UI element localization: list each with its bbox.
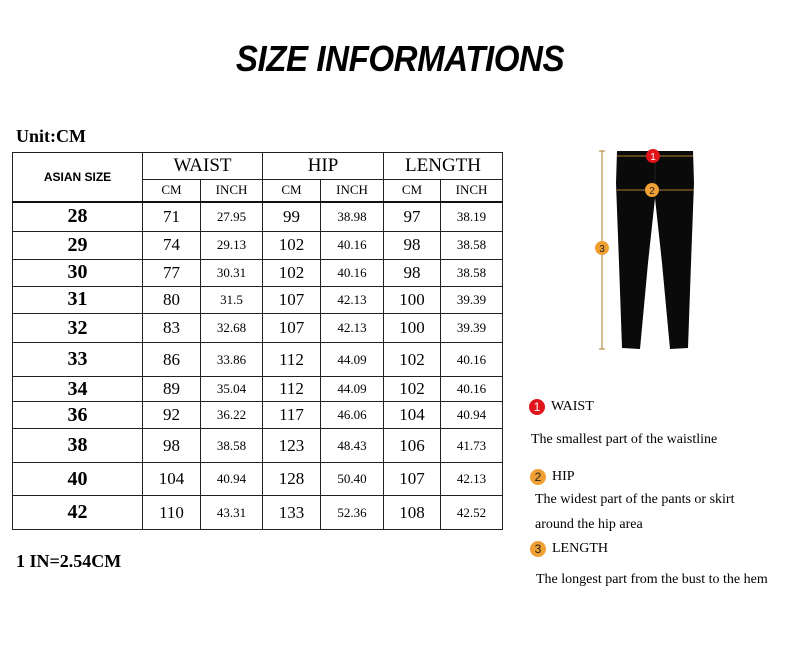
cell-len-in: 39.39 bbox=[441, 314, 503, 343]
cell-len-in: 42.52 bbox=[441, 496, 503, 530]
cell-size: 28 bbox=[13, 202, 143, 232]
cell-len-in: 39.39 bbox=[441, 286, 503, 313]
table-row bbox=[13, 376, 503, 401]
table-row bbox=[13, 462, 503, 496]
cell-waist-cm: 83 bbox=[143, 314, 201, 343]
cell-hip-in: 44.09 bbox=[321, 376, 384, 401]
cell-len-in: 40.16 bbox=[441, 376, 503, 401]
table-row bbox=[13, 259, 503, 286]
cell-waist-cm: 92 bbox=[143, 402, 201, 429]
cell-size: 36 bbox=[13, 402, 143, 429]
cell-hip-in: 42.13 bbox=[321, 286, 384, 313]
cell-size: 38 bbox=[13, 429, 143, 463]
cell-hip-cm: 107 bbox=[263, 286, 321, 313]
cell-len-in: 42.13 bbox=[441, 462, 503, 496]
cell-len-cm: 98 bbox=[384, 259, 441, 286]
subheader-length-cm: CM bbox=[384, 180, 441, 202]
cell-hip-in: 42.13 bbox=[321, 314, 384, 343]
cell-len-cm: 102 bbox=[384, 343, 441, 377]
table-row bbox=[13, 314, 503, 343]
unit-label: Unit:CM bbox=[16, 126, 86, 146]
cell-hip-cm: 112 bbox=[263, 343, 321, 377]
cell-hip-in: 38.98 bbox=[321, 202, 384, 232]
waist-bullet-icon: 1 bbox=[529, 399, 545, 415]
cell-hip-in: 40.16 bbox=[321, 232, 384, 259]
waist-marker-label: 1 bbox=[650, 152, 656, 163]
cell-hip-cm: 128 bbox=[263, 462, 321, 496]
cell-len-cm: 100 bbox=[384, 286, 441, 313]
cell-waist-in: 43.31 bbox=[201, 496, 263, 530]
cell-hip-cm: 102 bbox=[263, 259, 321, 286]
cell-size: 42 bbox=[13, 496, 143, 530]
cell-hip-in: 48.43 bbox=[321, 429, 384, 463]
cell-hip-in: 52.36 bbox=[321, 496, 384, 530]
cell-size: 32 bbox=[13, 314, 143, 343]
legend-hip bbox=[530, 469, 575, 485]
cell-waist-in: 29.13 bbox=[201, 232, 263, 259]
cell-len-cm: 104 bbox=[384, 402, 441, 429]
cell-waist-cm: 71 bbox=[143, 202, 201, 232]
conversion-note: 1 IN=2.54CM bbox=[16, 551, 122, 571]
hip-header: HIP bbox=[263, 153, 384, 180]
cell-hip-in: 40.16 bbox=[321, 259, 384, 286]
cell-len-in: 40.94 bbox=[441, 402, 503, 429]
cell-waist-cm: 110 bbox=[143, 496, 201, 530]
cell-waist-cm: 86 bbox=[143, 343, 201, 377]
cell-len-in: 38.58 bbox=[441, 232, 503, 259]
cell-hip-in: 46.06 bbox=[321, 402, 384, 429]
cell-hip-cm: 107 bbox=[263, 314, 321, 343]
legend-length bbox=[530, 541, 608, 557]
cell-hip-in: 50.40 bbox=[321, 462, 384, 496]
cell-waist-cm: 77 bbox=[143, 259, 201, 286]
legend-hip-label: HIP bbox=[552, 469, 575, 485]
table-row bbox=[13, 496, 503, 530]
hip-bullet-icon: 2 bbox=[530, 469, 546, 485]
cell-waist-in: 30.31 bbox=[201, 259, 263, 286]
cell-waist-cm: 98 bbox=[143, 429, 201, 463]
table-row bbox=[13, 402, 503, 429]
cell-waist-cm: 89 bbox=[143, 376, 201, 401]
length-marker-label: 3 bbox=[599, 244, 605, 255]
length-header: LENGTH bbox=[384, 153, 503, 180]
cell-hip-cm: 133 bbox=[263, 496, 321, 530]
cell-len-cm: 106 bbox=[384, 429, 441, 463]
cell-waist-in: 31.5 bbox=[201, 286, 263, 313]
cell-waist-in: 32.68 bbox=[201, 314, 263, 343]
legend-waist bbox=[529, 399, 594, 415]
length-bullet-icon: 3 bbox=[530, 541, 546, 557]
subheader-hip-inch: INCH bbox=[321, 180, 384, 202]
cell-size: 34 bbox=[13, 376, 143, 401]
cell-hip-cm: 99 bbox=[263, 202, 321, 232]
hip-marker-label: 2 bbox=[649, 186, 655, 197]
cell-waist-in: 36.22 bbox=[201, 402, 263, 429]
cell-waist-in: 38.58 bbox=[201, 429, 263, 463]
cell-waist-in: 40.94 bbox=[201, 462, 263, 496]
cell-size: 29 bbox=[13, 232, 143, 259]
cell-size: 40 bbox=[13, 462, 143, 496]
cell-len-cm: 100 bbox=[384, 314, 441, 343]
table-row bbox=[13, 343, 503, 377]
cell-len-cm: 108 bbox=[384, 496, 441, 530]
subheader-hip-cm: CM bbox=[263, 180, 321, 202]
cell-len-cm: 102 bbox=[384, 376, 441, 401]
subheader-waist-inch: INCH bbox=[201, 180, 263, 202]
subheader-length-inch: INCH bbox=[441, 180, 503, 202]
size-table bbox=[12, 152, 503, 530]
cell-hip-cm: 117 bbox=[263, 402, 321, 429]
cell-hip-cm: 123 bbox=[263, 429, 321, 463]
cell-waist-cm: 104 bbox=[143, 462, 201, 496]
cell-len-cm: 107 bbox=[384, 462, 441, 496]
cell-len-cm: 97 bbox=[384, 202, 441, 232]
cell-waist-in: 27.95 bbox=[201, 202, 263, 232]
table-row bbox=[13, 232, 503, 259]
cell-hip-cm: 112 bbox=[263, 376, 321, 401]
cell-len-in: 38.58 bbox=[441, 259, 503, 286]
cell-size: 30 bbox=[13, 259, 143, 286]
legend-waist-label: WAIST bbox=[551, 399, 594, 415]
table-row bbox=[13, 202, 503, 232]
cell-len-in: 40.16 bbox=[441, 343, 503, 377]
legend-length-label: LENGTH bbox=[552, 541, 608, 557]
cell-hip-cm: 102 bbox=[263, 232, 321, 259]
legend-hip-desc-line1: The widest part of the pants or skirt bbox=[535, 492, 735, 507]
table-row bbox=[13, 286, 503, 313]
cell-waist-in: 33.86 bbox=[201, 343, 263, 377]
cell-waist-cm: 74 bbox=[143, 232, 201, 259]
legend-hip-desc-line2: around the hip area bbox=[535, 517, 643, 532]
legend-waist-desc: The smallest part of the waistline bbox=[531, 432, 718, 447]
pants-measurement-diagram bbox=[590, 143, 710, 358]
cell-len-cm: 98 bbox=[384, 232, 441, 259]
cell-len-in: 38.19 bbox=[441, 202, 503, 232]
cell-hip-in: 44.09 bbox=[321, 343, 384, 377]
cell-size: 31 bbox=[13, 286, 143, 313]
cell-waist-in: 35.04 bbox=[201, 376, 263, 401]
waist-header: WAIST bbox=[143, 153, 263, 180]
page-title: SIZE INFORMATIONS bbox=[235, 38, 565, 79]
cell-waist-cm: 80 bbox=[143, 286, 201, 313]
cell-size: 33 bbox=[13, 343, 143, 377]
table-row bbox=[13, 429, 503, 463]
subheader-waist-cm: CM bbox=[143, 180, 201, 202]
asian-size-header: ASIAN SIZE bbox=[13, 153, 143, 202]
cell-len-in: 41.73 bbox=[441, 429, 503, 463]
legend-length-desc: The longest part from the bust to the hem bbox=[536, 572, 768, 587]
